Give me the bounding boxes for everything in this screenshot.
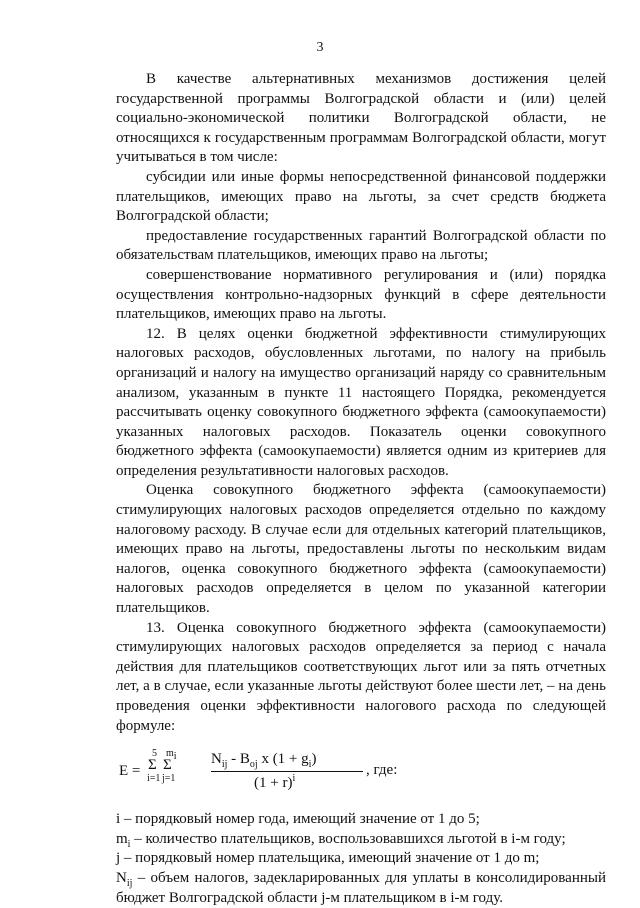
paragraph: совершенствование нормативного регулирования и (или) порядка осуществления контрольно-надзорных функций в сфере деятельности плательщиков, имеющих право на льготы. — [116, 266, 606, 323]
sum2-upper-limit: $m_i$ — [166, 748, 177, 763]
page-number: 3 — [316, 40, 324, 55]
paragraph: В качестве альтернативных механизмов достижения целей государственной программы Волгоградской области и (или) целей социально-экономической политики Волгоградской области, не относящихся к государственным программам Волгоградской области, могут учитываться в том числе: — [116, 71, 606, 166]
fraction-bar — [211, 771, 363, 772]
definitions — [116, 810, 606, 908]
definition-item: $N_{ij}$ – объем налогов, задекларированных для уплаты в консолидированный бюджет Волгоградской области j-м плательщиком в i-м году. — [116, 869, 606, 906]
sum2-lower-limit: j=1 — [162, 773, 176, 785]
definition-item: j – порядковый номер плательщика, имеющий значение от 1 до m; — [116, 850, 540, 867]
paragraph: 12. В целях оценки бюджетной эффективности стимулирующих налоговых расходов, обусловленных льготами, по налогу на прибыль организаций и налогу на имущество организаций наряду со сравнительным анализом, указанным в пункте 11 настоящего Порядка, рекомендуется рассчитывать оценку совокупного бюджетного эффекта (самоокупаемости) указанных налоговых расходов. Показатель оценки совокупного бюджетного эффекта (самоокупаемости) является одним из критериев для определения результативности налоговых расходов. — [116, 325, 606, 479]
formula-denominator: $(1 + r)^i$ — [254, 773, 296, 792]
formula-numerator: $N_{ij} - B_{oj}$ x $(1 + g_i)$ — [211, 751, 317, 771]
sum1-sigma: Σ — [148, 757, 157, 774]
sum1-upper-limit: 5 — [152, 748, 157, 760]
paragraph: Оценка совокупного бюджетного эффекта (самоокупаемости) стимулирующих налоговых расходов определяется отдельно по каждому налоговому расходу. В случае если для отдельных категорий плательщиков, имеющих право на льготы, предоставлены льготы по нескольким видам налогов, оценка совокупного бюджетного эффекта (самоокупаемости) налоговых расходов определяется в целом по указанной категории плательщиков. — [116, 482, 606, 617]
definition-item: i – порядковый номер года, имеющий значение от 1 до 5; — [116, 811, 480, 828]
formula-lhs: E = — [119, 763, 141, 780]
document-body — [116, 70, 606, 908]
sum2-sigma: Σ — [163, 757, 172, 774]
definition-item: $m_i$ – количество плательщиков, воспользовавшихся льготой в i-м году; — [116, 830, 566, 850]
paragraph: субсидии или иные формы непосредственной финансовой поддержки плательщиков, имеющих право на льготы, за счет средств бюджета Волгоградской области; — [116, 168, 606, 225]
sum1-lower-limit: i=1 — [147, 773, 161, 785]
paragraph: 13. Оценка совокупного бюджетного эффекта (самоокупаемости) стимулирующих налоговых расходов определяется за период с начала действия для плательщиков соответствующих льгот или за пять отчетных лет, а в случае, если указанные льготы действуют более шести лет, – на день проведения оценки эффективности налогового расхода по следующей формуле: — [116, 619, 606, 734]
formula — [116, 746, 606, 802]
paragraph: предоставление государственных гарантий Волгоградской области по обязательствам плательщиков, имеющих право на льготы; — [116, 227, 606, 264]
formula-tail: , где: — [366, 762, 398, 779]
